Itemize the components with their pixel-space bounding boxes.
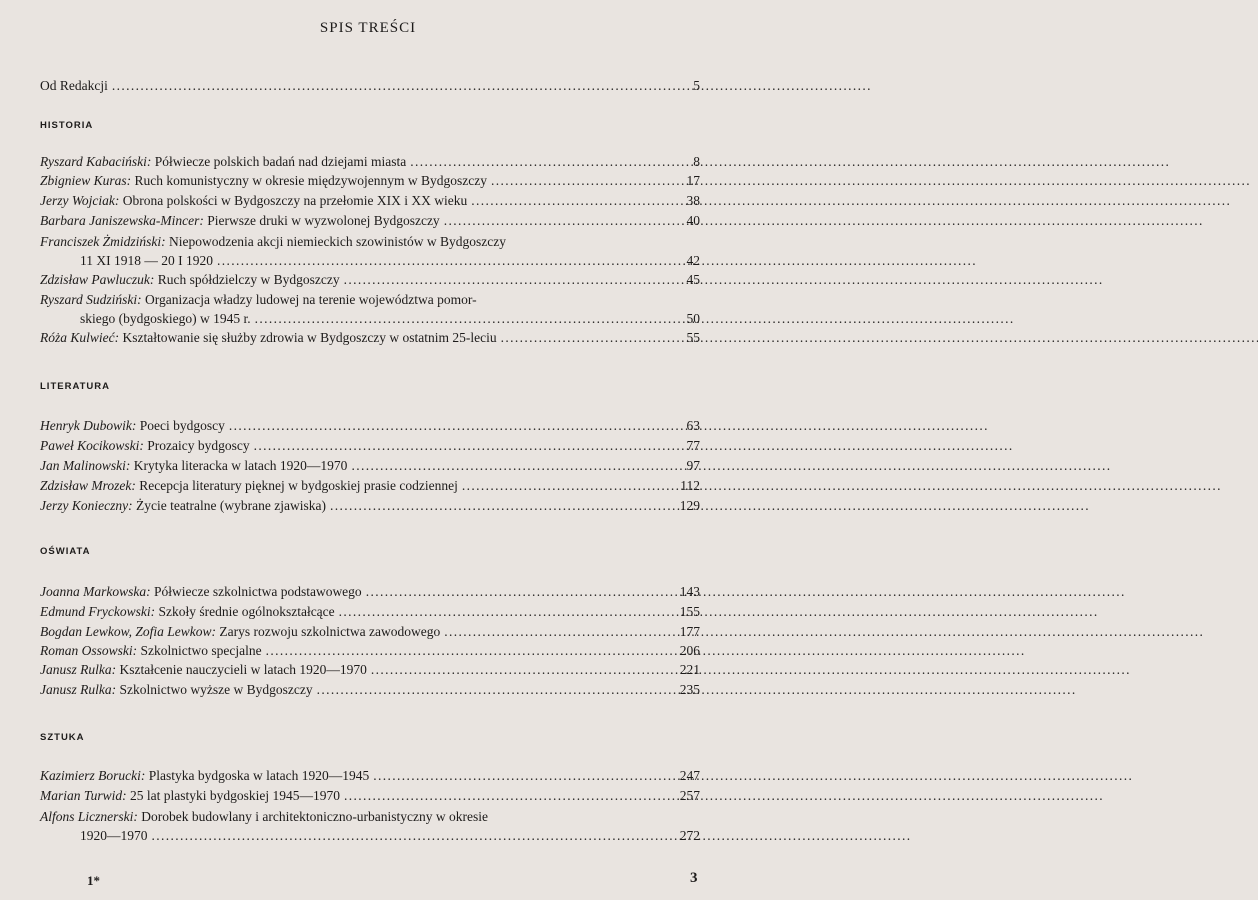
entry-title-continued: 11 XI 1918 — 20 I 1920 — [80, 253, 213, 268]
entry-title: Ruch komunistyczny w okresie międzywojennym w Bydgoszczy — [134, 173, 487, 188]
toc-entry — [40, 807, 700, 845]
entry-author: Barbara Janiszewska-Mincer: — [40, 213, 204, 228]
dot-leader — [444, 211, 666, 230]
entry-page: 206 — [679, 643, 700, 658]
entry-author: Bogdan Lewkow, Zofia Lewkow: — [40, 624, 217, 639]
entry-title: Szkolnictwo specjalne — [140, 643, 262, 658]
entry-author: Zdzisław Pawluczuk: — [40, 272, 155, 287]
entry-author: Jerzy Wojciak: — [40, 193, 120, 208]
section-heading: HISTORIA — [40, 120, 94, 131]
entry-author: Henryk Dubowik: — [40, 418, 137, 433]
entry-page: 77 — [686, 438, 700, 453]
toc-entry — [40, 680, 700, 699]
toc-entry — [40, 152, 700, 171]
dot-leader — [371, 660, 666, 679]
dot-leader — [254, 436, 666, 455]
entry-page: 17 — [686, 173, 700, 188]
entry-title: Kształtowanie się służby zdrowia w Bydgoszczy w ostatnim 25-leciu — [122, 330, 497, 345]
entry-title: Szkolnictwo wyższe w Bydgoszczy — [119, 682, 313, 697]
entry-title: Poeci bydgoscy — [139, 418, 225, 433]
entry-title: Życie teatralne (wybrane zjawiska) — [135, 498, 326, 513]
section-heading: OŚWIATA — [40, 546, 91, 557]
dot-leader — [229, 416, 666, 435]
entry-title: Półwiecze polskich badań nad dziejami miasta — [154, 154, 407, 169]
entry-title: Ruch spółdzielczy w Bydgoszczy — [157, 272, 340, 287]
entry-page: 40 — [686, 213, 700, 228]
entry-author: Alfons Licznerski: — [40, 809, 138, 824]
dot-leader — [152, 826, 667, 845]
entry-title: Od Redakcji — [40, 78, 108, 93]
page-number: 3 — [690, 870, 698, 886]
toc-entry — [40, 766, 700, 785]
dot-leader — [491, 171, 666, 190]
entry-page: 257 — [679, 788, 700, 803]
entry-page: 38 — [686, 193, 700, 208]
entry-author: Joanna Markowska: — [40, 584, 151, 599]
toc-entry — [40, 232, 700, 270]
entry-title: Recepcja literatury pięknej w bydgoskiej prasie codziennej — [139, 478, 458, 493]
toc-entry — [40, 328, 700, 347]
entry-author: Ryszard Sudziński: — [40, 292, 142, 307]
entry-title: Szkoły średnie ogólnokształcące — [158, 604, 335, 619]
entry-author: Zbigniew Kuras: — [40, 173, 132, 188]
entry-title: Zarys rozwoju szkolnictwa zawodowego — [219, 624, 441, 639]
entry-title: 25 lat plastyki bydgoskiej 1945—1970 — [130, 788, 341, 803]
toc-entry-intro — [40, 76, 700, 95]
toc-entry — [40, 290, 700, 328]
entry-title: Dorobek budowlany i architektoniczno-urbanistyczny w okresie — [141, 809, 489, 824]
toc-entry — [40, 622, 700, 641]
dot-leader — [339, 602, 666, 621]
entry-author: Jan Malinowski: — [40, 458, 131, 473]
entry-title: Niepowodzenia akcji niemieckich szowinistów w Bydgoszczy — [169, 234, 507, 249]
entry-page: 247 — [679, 768, 700, 783]
entry-page: 42 — [686, 253, 700, 268]
entry-author: Edmund Fryckowski: — [40, 604, 156, 619]
entry-author: Janusz Rulka: — [40, 662, 117, 677]
entry-page: 177 — [679, 624, 700, 639]
toc-entry — [40, 456, 700, 475]
entry-title: Prozaicy bydgoscy — [147, 438, 250, 453]
dot-leader — [344, 270, 666, 289]
entry-author: Franciszek Żmidziński: — [40, 234, 166, 249]
toc-entry — [40, 660, 700, 679]
entry-author: Jerzy Konieczny: — [40, 498, 133, 513]
toc-entry — [40, 416, 700, 435]
toc-entry — [40, 191, 700, 210]
entry-page: 45 — [686, 272, 700, 287]
entry-page: 143 — [679, 584, 700, 599]
dot-leader — [255, 309, 666, 328]
toc-entry — [40, 582, 700, 601]
entry-title: Krytyka literacka w latach 1920—1970 — [133, 458, 348, 473]
entry-page: 8 — [693, 154, 700, 169]
dot-leader — [366, 582, 666, 601]
page-title: SPIS TREŚCI — [319, 20, 417, 36]
entry-page: 97 — [686, 458, 700, 473]
entry-title: Pierwsze druki w wyzwolonej Bydgoszczy — [207, 213, 440, 228]
dot-leader — [501, 328, 666, 347]
dot-leader — [373, 766, 666, 785]
entry-page: 235 — [679, 682, 700, 697]
entry-title: Plastyka bydgoska w latach 1920—1945 — [148, 768, 370, 783]
dot-leader — [344, 786, 666, 805]
section-heading: SZTUKA — [40, 732, 85, 743]
entry-title: Półwiecze szkolnictwa podstawowego — [153, 584, 362, 599]
section-heading: LITERATURA — [40, 381, 110, 392]
dot-leader — [317, 680, 666, 699]
entry-page: 63 — [686, 418, 700, 433]
entry-author: Róża Kulwieć: — [40, 330, 120, 345]
dot-leader — [410, 152, 666, 171]
entry-page: 155 — [679, 604, 700, 619]
entry-page: 50 — [686, 311, 700, 326]
entry-author: Zdzisław Mrozek: — [40, 478, 136, 493]
toc-entry — [40, 211, 700, 230]
entry-page: 112 — [680, 478, 700, 493]
entry-title-continued: 1920—1970 — [80, 828, 148, 843]
entry-title: Organizacja władzy ludowej na terenie województwa pomor- — [145, 292, 477, 307]
entry-page: 129 — [679, 498, 700, 513]
entry-author: Kazimierz Borucki: — [40, 768, 146, 783]
dot-leader — [217, 251, 666, 270]
entry-author: Roman Ossowski: — [40, 643, 138, 658]
toc-entry — [40, 476, 700, 495]
entry-title-continued: skiego (bydgoskiego) w 1945 r. — [80, 311, 251, 326]
dot-leader — [266, 641, 666, 660]
dot-leader — [330, 496, 666, 515]
entry-author: Ryszard Kabaciński: — [40, 154, 152, 169]
toc-entry — [40, 786, 700, 805]
entry-author: Paweł Kocikowski: — [40, 438, 144, 453]
toc-entry — [40, 602, 700, 621]
toc-entry — [40, 270, 700, 289]
dot-leader — [112, 76, 666, 95]
dot-leader — [471, 191, 666, 210]
entry-page: 5 — [693, 78, 700, 93]
toc-entry — [40, 496, 700, 515]
dot-leader — [444, 622, 666, 641]
toc-entry — [40, 641, 700, 660]
dot-leader — [351, 456, 666, 475]
entry-page: 221 — [679, 662, 700, 677]
entry-author: Marian Turwid: — [40, 788, 127, 803]
entry-title: Obrona polskości w Bydgoszczy na przełomie XIX i XX wieku — [122, 193, 468, 208]
entry-title: Kształcenie nauczycieli w latach 1920—1970 — [119, 662, 367, 677]
entry-page: 55 — [686, 330, 700, 345]
toc-entry — [40, 171, 700, 190]
signature-mark: 1* — [87, 873, 100, 888]
dot-leader — [462, 476, 666, 495]
entry-author: Janusz Rulka: — [40, 682, 117, 697]
toc-entry — [40, 436, 700, 455]
entry-page: 272 — [679, 828, 700, 843]
